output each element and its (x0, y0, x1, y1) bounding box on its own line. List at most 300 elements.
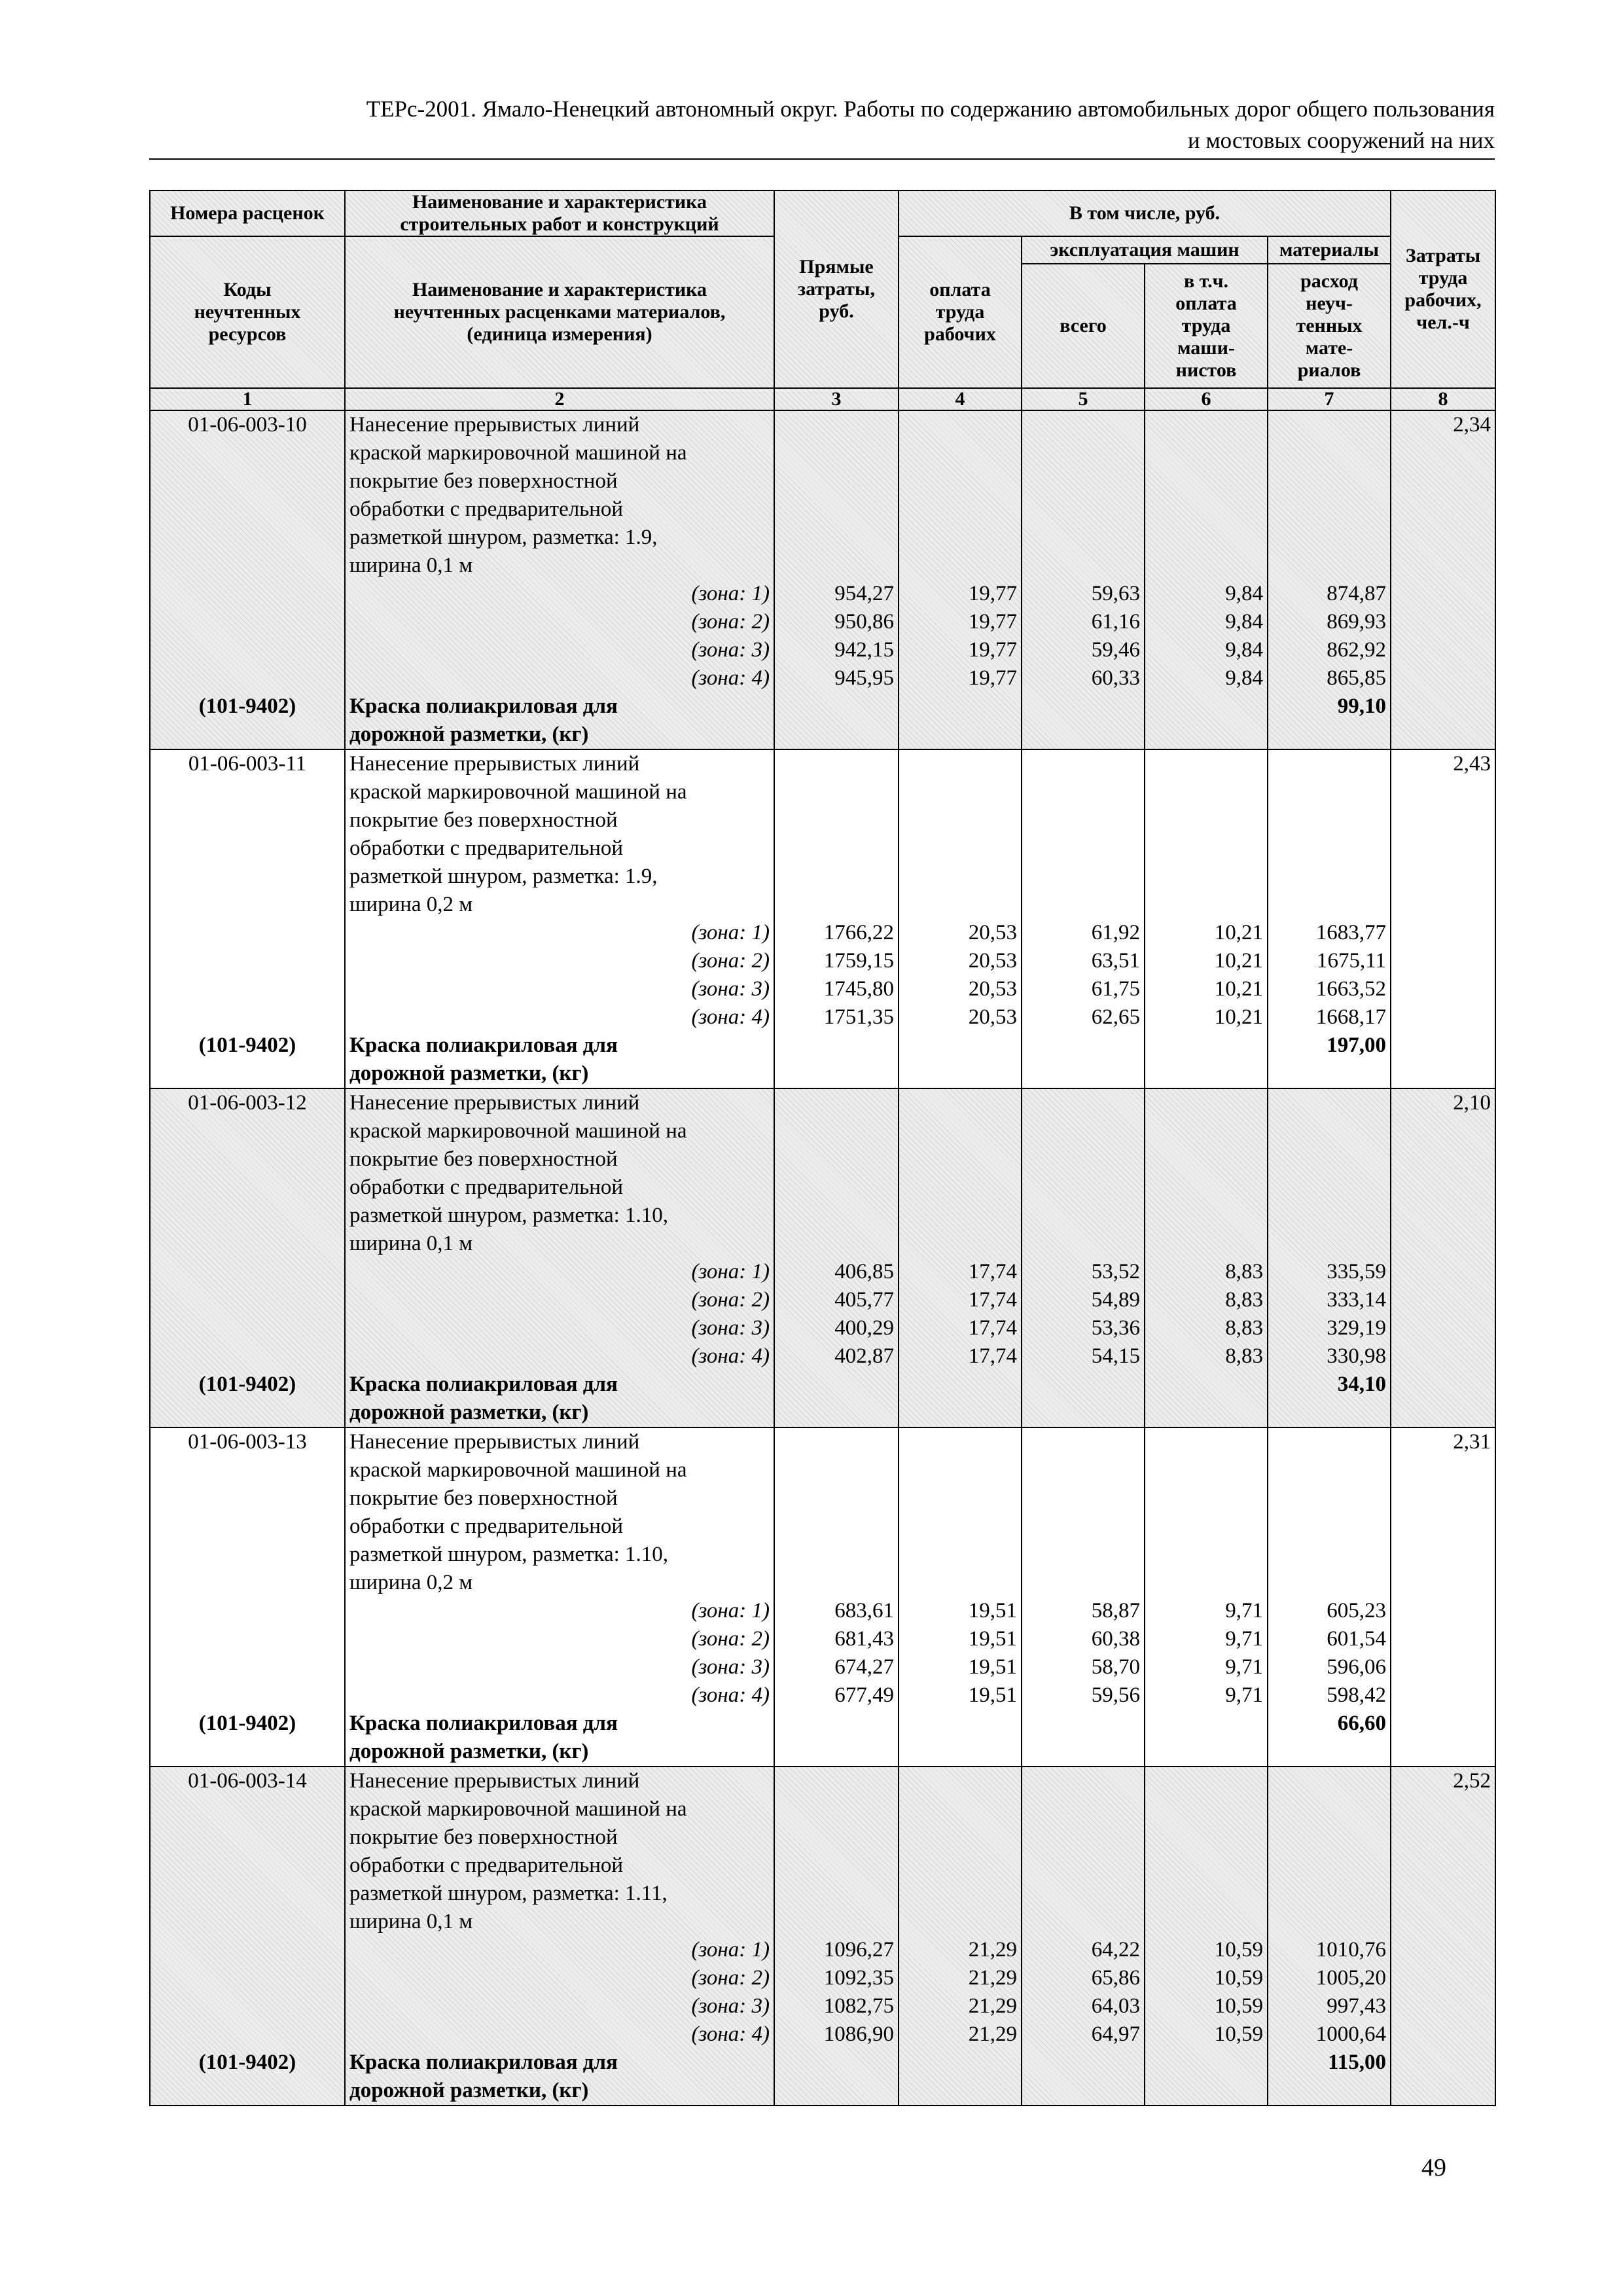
direct-cost: 1745,80 (823, 977, 894, 1001)
header-line: Прямые (799, 256, 874, 278)
header-line: труда (935, 301, 985, 323)
resource-code: (101-9402) (198, 2051, 296, 2074)
spacer (154, 495, 340, 524)
header-line: Наименование и характеристика (412, 279, 707, 300)
direct-cost: 681,43 (834, 1627, 894, 1651)
spacer (1272, 1569, 1386, 1597)
spacer (1272, 1513, 1386, 1541)
resource-code: (101-9402) (198, 694, 296, 718)
spacer (1272, 467, 1386, 495)
spacer (1149, 806, 1263, 834)
description-line: краской маркировочной машиной на (349, 780, 687, 804)
spacer (1149, 1823, 1263, 1852)
spacer (1272, 411, 1386, 439)
materials-cost: 1683,77 (1315, 921, 1387, 944)
description-line: обработки с предварительной (349, 836, 624, 860)
materials-cost: 1005,20 (1315, 1966, 1387, 1990)
spacer (154, 1936, 340, 1964)
rate-row (150, 1767, 1495, 2106)
materials-cost: 997,43 (1327, 1994, 1387, 2018)
spacer (154, 467, 340, 495)
worker-wages-cell (899, 1767, 1022, 2106)
materials-cost: 1675,11 (1317, 949, 1387, 973)
spacer (779, 1823, 894, 1852)
header-labor-costs (1391, 190, 1495, 388)
spacer (779, 439, 894, 467)
rate-code-cell (150, 1088, 345, 1427)
description-line: краской маркировочной машиной на (349, 441, 687, 465)
spacer (1149, 1117, 1263, 1145)
machine-cost-cell (1022, 1767, 1145, 2106)
rate-code: 01-06-003-12 (188, 1091, 307, 1115)
resource-name-line: дорожной разметки, (кг) (349, 1740, 589, 1763)
materials-cost-cell (1268, 1427, 1391, 1767)
spacer (154, 1314, 340, 1342)
spacer (779, 1230, 894, 1258)
operator-wages: 9,71 (1225, 1655, 1263, 1679)
zone-label: (зона: 4) (691, 666, 770, 690)
spacer (903, 1908, 1017, 1936)
spacer (779, 1541, 894, 1569)
spacer (154, 1964, 340, 1992)
spacer (1149, 1852, 1263, 1880)
materials-cost: 865,85 (1327, 666, 1387, 690)
worker-wages: 19,51 (968, 1655, 1017, 1679)
spacer (1272, 1089, 1386, 1117)
spacer (154, 1286, 340, 1314)
resource-name-line: Краска полиакриловая для (349, 1712, 618, 1735)
zone-label: (зона: 2) (691, 1966, 770, 1990)
spacer (779, 1513, 894, 1541)
spacer (779, 495, 894, 524)
machine-cost: 58,70 (1091, 1655, 1140, 1679)
spacer (154, 834, 340, 863)
machine-cost: 60,38 (1091, 1627, 1140, 1651)
machine-cost: 58,87 (1091, 1599, 1140, 1623)
spacer (1026, 834, 1140, 863)
spacer (1026, 1145, 1140, 1174)
rate-code: 01-06-003-11 (188, 752, 307, 776)
rate-description-cell (345, 410, 774, 749)
header-line: неуч- (1306, 293, 1353, 314)
header-line: чел.-ч (1416, 312, 1470, 333)
spacer (1272, 778, 1386, 806)
zone-label: (зона: 2) (691, 610, 770, 634)
direct-cost-cell (774, 410, 899, 749)
spacer (903, 1202, 1017, 1230)
description-line: ширина 0,1 м (349, 1910, 473, 1933)
spacer (154, 1060, 340, 1088)
spacer (1026, 1230, 1140, 1258)
operator-wages: 10,59 (1214, 1966, 1263, 1990)
spacer (1149, 1456, 1263, 1484)
materials-cost: 1663,52 (1315, 977, 1387, 1001)
zone-label: (зона: 3) (691, 1994, 770, 2018)
direct-cost: 1759,15 (823, 949, 894, 973)
worker-wages: 20,53 (968, 977, 1017, 1001)
direct-cost-cell (774, 1427, 899, 1767)
direct-cost: 950,86 (834, 610, 894, 634)
direct-cost: 674,27 (834, 1655, 894, 1679)
description-line: разметкой шнуром, разметка: 1.11, (349, 1882, 668, 1905)
description-line: ширина 0,1 м (349, 554, 473, 577)
resource-quantity: 99,10 (1337, 694, 1387, 718)
labor-cost: 2,52 (1453, 1769, 1491, 1793)
operator-wages-cell (1145, 749, 1268, 1088)
spacer (154, 975, 340, 1003)
machine-cost: 54,89 (1091, 1288, 1140, 1312)
materials-cost: 869,93 (1327, 610, 1387, 634)
materials-cost: 335,59 (1327, 1260, 1387, 1283)
header-materials-group: материалы (1268, 236, 1391, 264)
operator-wages: 9,71 (1225, 1683, 1263, 1707)
spacer (1149, 1513, 1263, 1541)
operator-wages: 10,21 (1214, 1005, 1263, 1029)
spacer (779, 1852, 894, 1880)
spacer (154, 439, 340, 467)
spacer (903, 1089, 1017, 1117)
header-line: труда (1418, 267, 1468, 289)
labor-cost-cell (1391, 410, 1495, 749)
direct-cost-cell (774, 1767, 899, 2106)
operator-wages: 9,84 (1225, 582, 1263, 605)
materials-cost: 1000,64 (1315, 2022, 1387, 2046)
spacer (1149, 1174, 1263, 1202)
spacer (903, 1174, 1017, 1202)
rate-code-cell (150, 1767, 345, 2106)
materials-cost: 601,54 (1327, 1627, 1387, 1651)
zone-label: (зона: 4) (691, 1344, 770, 1368)
spacer (779, 1145, 894, 1174)
spacer (154, 1738, 340, 1766)
spacer (154, 1484, 340, 1513)
spacer (779, 1484, 894, 1513)
machine-cost: 60,33 (1091, 666, 1140, 690)
worker-wages: 21,29 (968, 1994, 1017, 2018)
operator-wages-cell (1145, 1767, 1268, 2106)
operator-wages-cell (1145, 1088, 1268, 1427)
header-line: (единица измерения) (467, 323, 652, 345)
direct-cost: 402,87 (834, 1344, 894, 1368)
worker-wages: 17,74 (968, 1260, 1017, 1283)
spacer (1272, 1767, 1386, 1795)
spacer (1149, 1428, 1263, 1456)
worker-wages: 17,74 (968, 1288, 1017, 1312)
spacer (154, 1456, 340, 1484)
spacer (1026, 439, 1140, 467)
spacer (1272, 1795, 1386, 1823)
spacer (1272, 1117, 1386, 1145)
header-divider (149, 158, 1495, 160)
spacer (1026, 1767, 1140, 1795)
header-line: оплата (1175, 293, 1237, 314)
spacer (903, 411, 1017, 439)
spacer (1149, 834, 1263, 863)
description-line: разметкой шнуром, разметка: 1.9, (349, 865, 658, 888)
zone-label: (зона: 1) (691, 1938, 770, 1962)
spacer (779, 778, 894, 806)
zone-label: (зона: 3) (691, 977, 770, 1001)
spacer (1026, 552, 1140, 580)
worker-wages: 19,77 (968, 666, 1017, 690)
operator-wages: 9,71 (1225, 1599, 1263, 1623)
header-machines-total: всего (1022, 264, 1145, 388)
spacer (1149, 1880, 1263, 1908)
spacer (1272, 524, 1386, 552)
spacer (1026, 778, 1140, 806)
spacer (903, 863, 1017, 891)
spacer (1026, 1852, 1140, 1880)
operator-wages: 10,21 (1214, 921, 1263, 944)
header-direct-costs (774, 190, 899, 388)
spacer (154, 1258, 340, 1286)
spacer (1149, 1089, 1263, 1117)
labor-cost: 2,31 (1453, 1430, 1491, 1454)
worker-wages: 21,29 (968, 1966, 1017, 1990)
zone-label: (зона: 1) (691, 582, 770, 605)
spacer (154, 1795, 340, 1823)
spacer (903, 1117, 1017, 1145)
rate-code: 01-06-003-10 (188, 413, 307, 437)
spacer (1272, 863, 1386, 891)
rate-code-cell (150, 749, 345, 1088)
spacer (154, 2020, 340, 2049)
rate-description-cell (345, 1088, 774, 1427)
spacer (903, 524, 1017, 552)
header-line: неучтенных (194, 301, 301, 323)
spacer (154, 1880, 340, 1908)
column-number: 2 (345, 388, 774, 410)
spacer (154, 1513, 340, 1541)
spacer (903, 1880, 1017, 1908)
spacer (903, 1541, 1017, 1569)
spacer (903, 1569, 1017, 1597)
column-numbers-row (150, 388, 1495, 410)
spacer (154, 2077, 340, 2105)
description-line: краской маркировочной машиной на (349, 1797, 687, 1821)
column-number: 5 (1022, 388, 1145, 410)
materials-cost-cell (1268, 410, 1391, 749)
operator-wages: 10,59 (1214, 2022, 1263, 2046)
rate-row (150, 749, 1495, 1088)
labor-cost-cell (1391, 1767, 1495, 2106)
direct-cost-cell (774, 749, 899, 1088)
resource-name-line: дорожной разметки, (кг) (349, 1062, 589, 1085)
resource-quantity: 34,10 (1337, 1372, 1387, 1396)
machine-cost: 64,03 (1091, 1994, 1140, 2018)
spacer (154, 1597, 340, 1625)
materials-cost: 596,06 (1327, 1655, 1387, 1679)
worker-wages-cell (899, 1088, 1022, 1427)
spacer (1026, 1117, 1140, 1145)
description-line: покрытие без поверхностной (349, 469, 618, 493)
description-line: Нанесение прерывистых линий (349, 1769, 640, 1793)
spacer (154, 778, 340, 806)
zone-label: (зона: 4) (691, 2022, 770, 2046)
rate-code: 01-06-003-14 (188, 1769, 307, 1793)
description-line: покрытие без поверхностной (349, 808, 618, 832)
direct-cost: 1751,35 (823, 1005, 894, 1029)
spacer (779, 1569, 894, 1597)
worker-wages-cell (899, 749, 1022, 1088)
spacer (779, 1117, 894, 1145)
description-line: разметкой шнуром, разметка: 1.10, (349, 1204, 669, 1227)
direct-cost: 406,85 (834, 1260, 894, 1283)
rates-table (149, 190, 1496, 2106)
resource-code: (101-9402) (198, 1372, 296, 1396)
spacer (1026, 467, 1140, 495)
zone-label: (зона: 3) (691, 638, 770, 662)
spacer (154, 1399, 340, 1427)
header-work-name-line: Наименование и характеристика (412, 191, 707, 213)
spacer (1026, 891, 1140, 919)
labor-cost: 2,43 (1453, 752, 1491, 776)
spacer (154, 1852, 340, 1880)
spacer (1272, 1541, 1386, 1569)
machine-cost-cell (1022, 410, 1145, 749)
rate-row (150, 410, 1495, 749)
operator-wages: 8,83 (1225, 1316, 1263, 1340)
labor-cost-cell (1391, 1088, 1495, 1427)
zone-label: (зона: 1) (691, 1599, 770, 1623)
description-line: обработки с предварительной (349, 1175, 624, 1199)
materials-cost: 598,42 (1327, 1683, 1387, 1707)
machine-cost: 59,46 (1091, 638, 1140, 662)
spacer (1026, 1908, 1140, 1936)
operator-wages-cell (1145, 1427, 1268, 1767)
rate-row (150, 1427, 1495, 1767)
resource-quantity: 197,00 (1327, 1033, 1387, 1057)
spacer (903, 891, 1017, 919)
worker-wages: 19,77 (968, 610, 1017, 634)
worker-wages: 19,51 (968, 1683, 1017, 1707)
spacer (1149, 524, 1263, 552)
description-line: ширина 0,2 м (349, 1571, 473, 1594)
header-line: риалов (1297, 359, 1361, 381)
spacer (903, 1484, 1017, 1513)
spacer (1026, 750, 1140, 778)
machine-cost: 61,75 (1091, 977, 1140, 1001)
header-line: Затраты (1405, 245, 1481, 266)
spacer (154, 1145, 340, 1174)
spacer (1026, 1569, 1140, 1597)
spacer (154, 608, 340, 636)
worker-wages: 19,51 (968, 1599, 1017, 1623)
rate-description-cell (345, 1427, 774, 1767)
worker-wages: 20,53 (968, 921, 1017, 944)
spacer (154, 1625, 340, 1653)
spacer (903, 778, 1017, 806)
zone-label: (зона: 2) (691, 1627, 770, 1651)
header-line: мате- (1305, 337, 1353, 359)
spacer (154, 664, 340, 692)
spacer (154, 1003, 340, 1031)
spacer (154, 1230, 340, 1258)
labor-cost-cell (1391, 1427, 1495, 1767)
zone-label: (зона: 3) (691, 1655, 770, 1679)
resource-quantity: 66,60 (1337, 1712, 1387, 1735)
spacer (154, 1541, 340, 1569)
spacer (779, 552, 894, 580)
spacer (1026, 411, 1140, 439)
zone-label: (зона: 4) (691, 1005, 770, 1029)
direct-cost: 954,27 (834, 582, 894, 605)
spacer (1026, 1795, 1140, 1823)
materials-cost: 862,92 (1327, 638, 1387, 662)
spacer (903, 495, 1017, 524)
header-resource-codes (150, 236, 345, 388)
spacer (1272, 891, 1386, 919)
spacer (154, 1681, 340, 1710)
spacer (1026, 1202, 1140, 1230)
spacer (779, 806, 894, 834)
spacer (154, 636, 340, 664)
spacer (1272, 1880, 1386, 1908)
operator-wages: 8,83 (1225, 1344, 1263, 1368)
operator-wages: 8,83 (1225, 1288, 1263, 1312)
machine-cost: 65,86 (1091, 1966, 1140, 1990)
description-line: ширина 0,2 м (349, 893, 473, 916)
header-line: Коды (223, 279, 272, 300)
spacer (779, 467, 894, 495)
header-operator-wages (1145, 264, 1268, 388)
direct-cost: 677,49 (834, 1683, 894, 1707)
spacer (154, 1992, 340, 2020)
spacer (779, 863, 894, 891)
materials-cost-cell (1268, 1767, 1391, 2106)
direct-cost: 683,61 (834, 1599, 894, 1623)
worker-wages: 17,74 (968, 1344, 1017, 1368)
header-line: расход (1300, 270, 1358, 292)
description-line: разметкой шнуром, разметка: 1.10, (349, 1543, 669, 1566)
materials-cost-cell (1268, 749, 1391, 1088)
header-line: неучтенных расценками материалов, (393, 301, 726, 323)
zone-label: (зона: 2) (691, 949, 770, 973)
zone-label: (зона: 1) (691, 1260, 770, 1283)
resource-name-line: Краска полиакриловая для (349, 694, 618, 718)
spacer (1026, 495, 1140, 524)
header-worker-wages (899, 236, 1022, 388)
spacer (1149, 467, 1263, 495)
header-group-including: В том числе, руб. (899, 190, 1391, 236)
operator-wages: 9,84 (1225, 638, 1263, 662)
operator-wages: 9,84 (1225, 666, 1263, 690)
worker-wages: 20,53 (968, 949, 1017, 973)
spacer (779, 1767, 894, 1795)
labor-cost: 2,34 (1453, 413, 1491, 437)
header-line: тенных (1296, 315, 1363, 336)
machine-cost: 54,15 (1091, 1344, 1140, 1368)
spacer (1272, 1852, 1386, 1880)
operator-wages: 9,84 (1225, 610, 1263, 634)
spacer (903, 467, 1017, 495)
spacer (1149, 1484, 1263, 1513)
resource-name-line: Краска полиакриловая для (349, 1033, 618, 1057)
header-line: нистов (1175, 359, 1237, 381)
column-number: 7 (1268, 388, 1391, 410)
description-line: краской маркировочной машиной на (349, 1458, 687, 1482)
spacer (1272, 1908, 1386, 1936)
spacer (154, 1653, 340, 1681)
operator-wages: 10,21 (1214, 949, 1263, 973)
worker-wages-cell (899, 1427, 1022, 1767)
resource-code: (101-9402) (198, 1033, 296, 1057)
spacer (1026, 1174, 1140, 1202)
spacer (779, 1089, 894, 1117)
machine-cost: 63,51 (1091, 949, 1140, 973)
worker-wages: 21,29 (968, 1938, 1017, 1962)
labor-cost: 2,10 (1453, 1091, 1491, 1115)
